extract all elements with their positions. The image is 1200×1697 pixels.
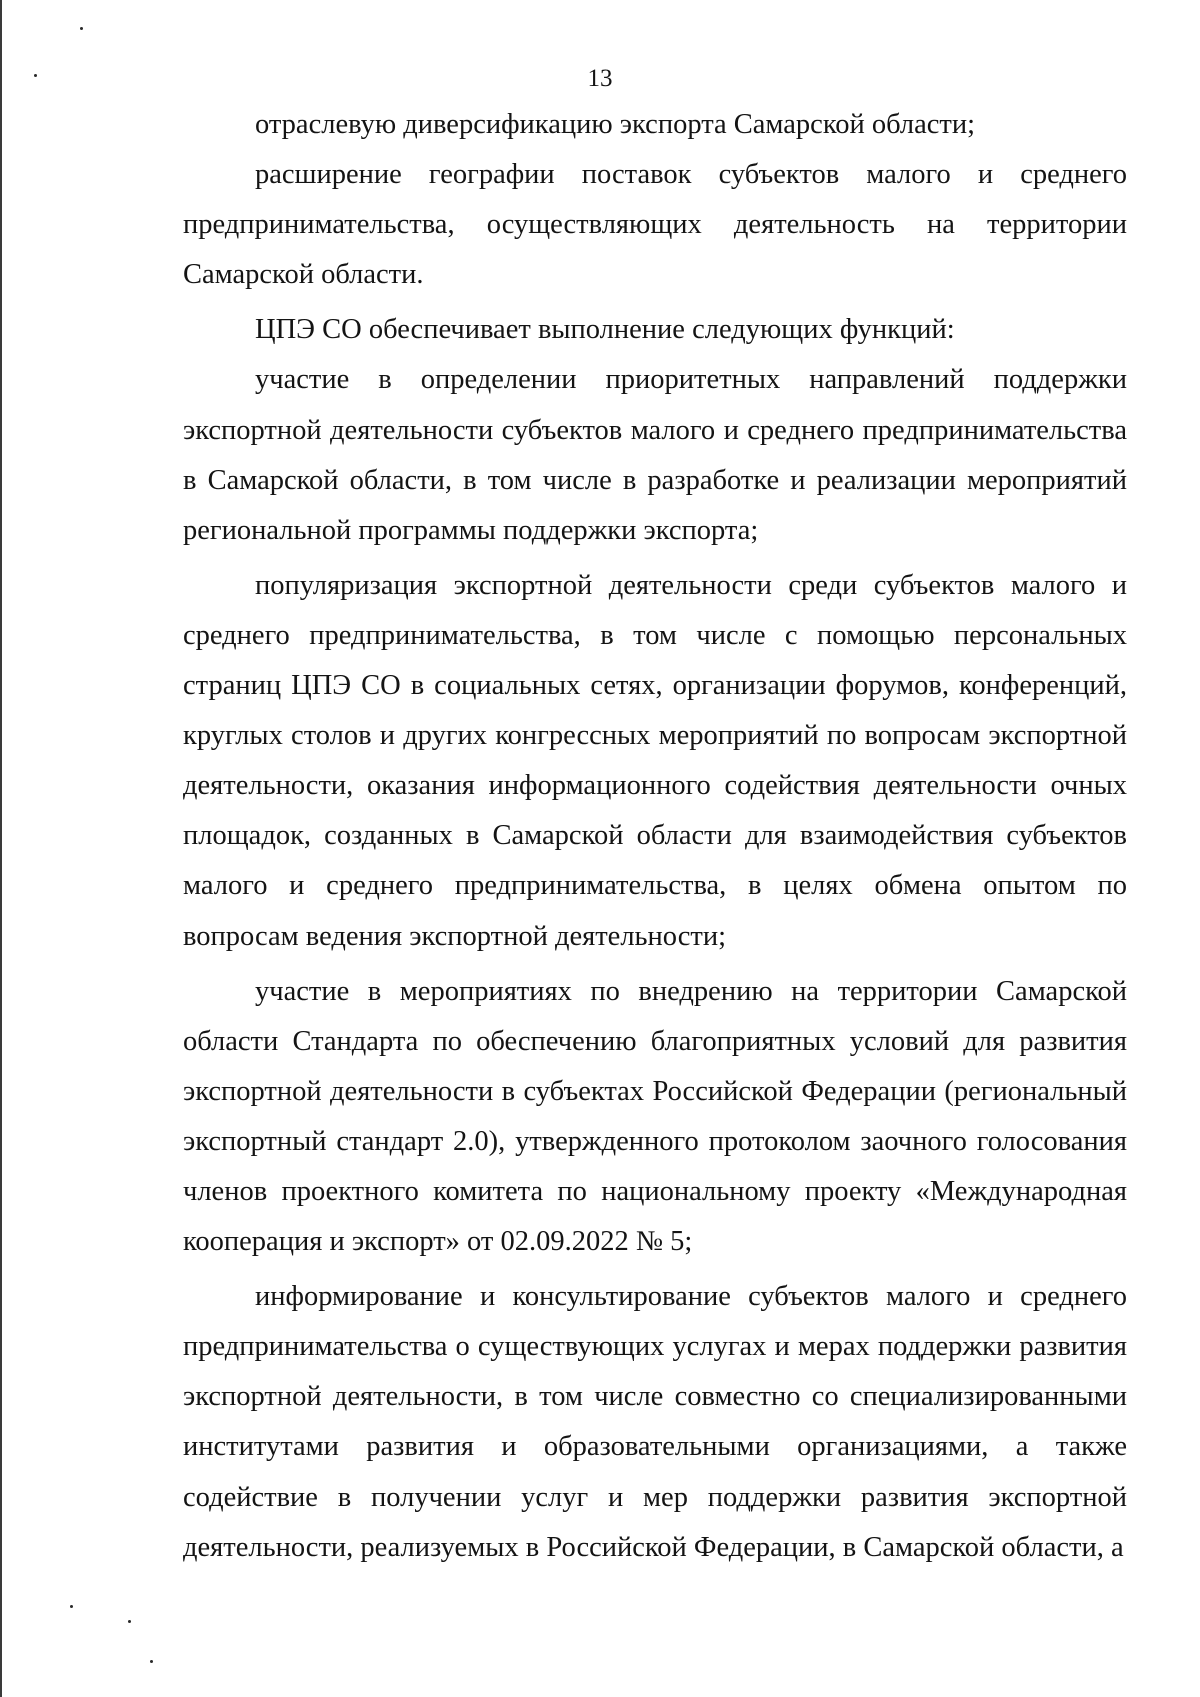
document-body (183, 100, 1127, 1573)
paragraph: участие в мероприятиях по внедрению на территории Самарской области Стандарта по обеспечению благоприятных условий для развития экспортной деятельности в субъектах Российской Федерации (региональный экспортный стандарт 2.0), утвержденного протоколом заочного голосования членов проектного комитета по национальному проекту «Международная кооперация и экспорт» от 02.09.2022 № 5; (183, 975, 1127, 1258)
paragraph: популяризация экспортной деятельности среди субъектов малого и среднего предпринимательства, в том числе с помощью персональных страниц ЦПЭ СО в социальных сетях, организации форумов, конференций, круглых столов и других конгрессных мероприятий по вопросам экспортной деятельности, оказания информационного содействия деятельности очных площадок, созданных в Самарской области для взаимодействия субъектов малого и среднего предпринимательства, в целях обмена опытом по вопросам ведения экспортной деятельности; (183, 569, 1127, 952)
page-number: 13 (587, 65, 613, 92)
paragraph: отраслевую диверсификацию экспорта Самарской области; (255, 109, 976, 140)
scan-left-edge (0, 0, 2, 1697)
scan-speck (80, 27, 83, 30)
paragraph: расширение географии поставок субъектов малого и среднего предпринимательства, осуществляющих деятельность на территории Самарской области. (183, 159, 1127, 291)
scan-speck (70, 1605, 73, 1608)
paragraph: информирование и консультирование субъектов малого и среднего предпринимательства о существующих услугах и мерах поддержки развития экспортной деятельности, в том числе совместно со специализированными институтами развития и образовательными организациями, а также содействие в получении услуг и мер поддержки развития экспортной деятельности, реализуемых в Российской Федерации, в Самарской области, а (183, 1281, 1127, 1563)
scan-speck (150, 1660, 153, 1663)
scan-speck (128, 1620, 131, 1623)
paragraph: ЦПЭ СО обеспечивает выполнение следующих функций: (255, 314, 955, 346)
paragraph: участие в определении приоритетных направлений поддержки экспортной деятельности субъектов малого и среднего предпринимательства в Самарской области, в том числе в разработке и реализации мероприятий региональной программы поддержки экспорта; (183, 364, 1127, 546)
